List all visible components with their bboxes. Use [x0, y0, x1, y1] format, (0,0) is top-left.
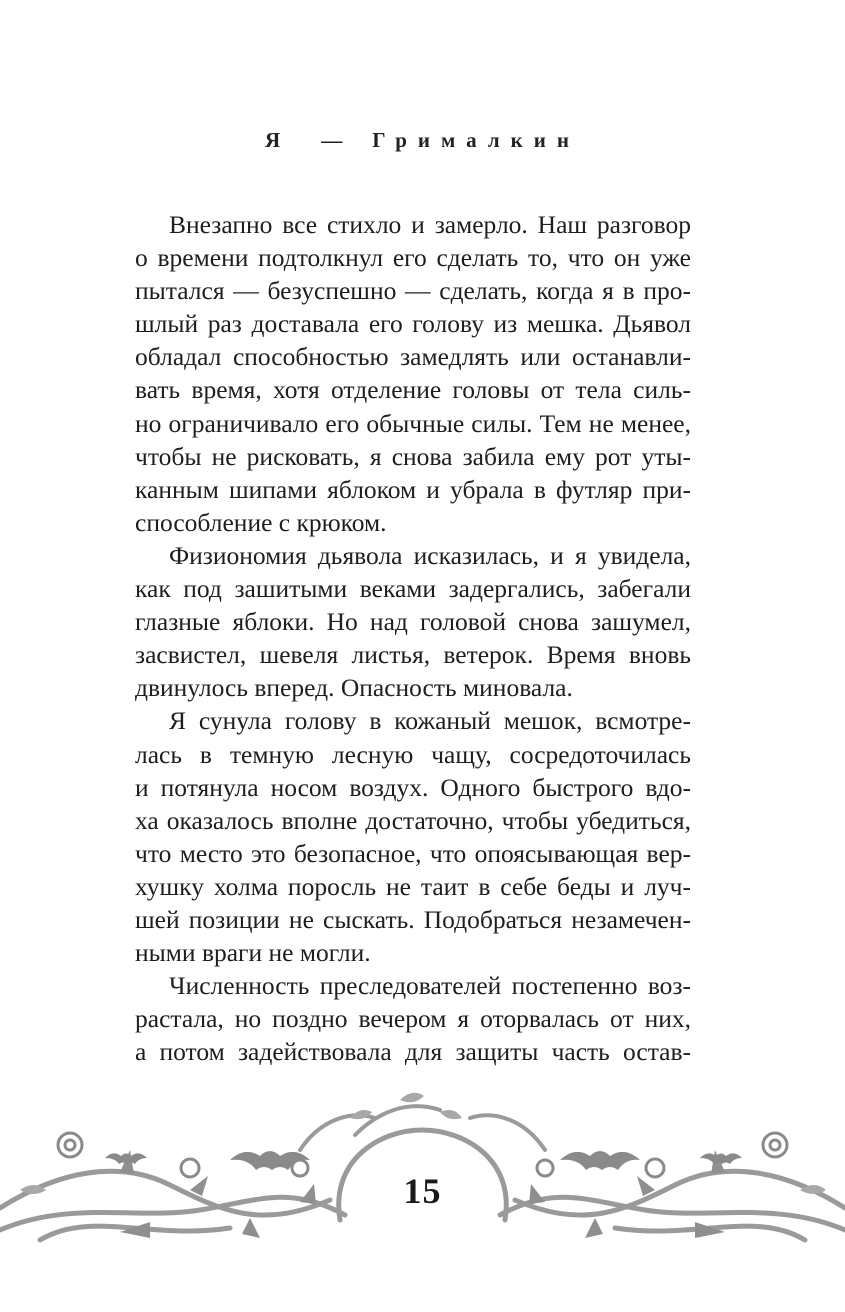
- text-line: но ограничивало его обычные силы. Тем не менее,: [135, 408, 691, 438]
- text-line: Внезапно все стихло и замерло. Наш разговор: [169, 210, 691, 239]
- bat-icon: [560, 1151, 640, 1170]
- text-line: пытался — безуспешно — сделать, когда я в про-: [135, 276, 691, 306]
- leaf-icon: [440, 1110, 462, 1119]
- text-line: о времени подтолкнул его сделать то, что он уже: [135, 243, 691, 273]
- bat-icon: [105, 1153, 147, 1164]
- text-line: а потом задействовала для защиты часть остав-: [135, 1037, 691, 1067]
- paragraph: [101, 208, 691, 539]
- rose-icon: [58, 1133, 82, 1157]
- text-line: шлый раз доставала его голову из мешка. Дьявол: [135, 309, 691, 339]
- running-head-title: Грималкин: [372, 128, 580, 152]
- leaf-icon: [400, 1093, 424, 1102]
- running-head-pronoun: Я: [265, 128, 292, 152]
- text-line: чтобы не рисковать, я снова забила ему рот уты-: [135, 441, 691, 471]
- text-line: Я сунула голову в кожаный мешок, всмотре-: [169, 706, 691, 736]
- text-line: способление с крюком.: [135, 507, 387, 537]
- rose-icon: [763, 1133, 787, 1157]
- text-line: и потянула носом воздух. Одного быстрого вдо-: [135, 772, 691, 802]
- bat-icon: [700, 1153, 742, 1164]
- paragraph: [101, 969, 691, 1068]
- text-line: лась в темную лесную чащу, сосредоточилась: [135, 739, 691, 769]
- body-text: [101, 208, 691, 1068]
- running-head: [0, 128, 845, 153]
- text-line: как под зашитыми веками задергались, забегали: [135, 574, 691, 604]
- text-line: канным шипами яблоком и убрала в футляр при-: [135, 474, 691, 504]
- text-line: что место это безопасное, что опоясывающая вер-: [135, 838, 691, 868]
- text-line: шей позиции не сыскать. Подобраться незамечен-: [135, 904, 691, 934]
- text-line: Численность преследователей постепенно воз-: [169, 971, 691, 1001]
- running-head-dash: —: [321, 128, 343, 152]
- text-line: Физиономия дьявола исказилась, и я увидела,: [169, 540, 691, 570]
- text-line: засвистел, шевеля листья, ветерок. Время вновь: [135, 640, 691, 670]
- text-line: вать время, хотя отделение головы от тела силь-: [135, 375, 691, 405]
- text-line: обладал способностью замедлять или останавли-: [135, 342, 691, 372]
- text-line: растала, но поздно вечером я оторвалась от них,: [135, 1004, 691, 1034]
- paragraph: [101, 704, 691, 969]
- text-line: глазные яблоки. Но над головой снова зашумел,: [135, 607, 691, 637]
- text-line: хушку холма поросль не таит в себе беды и луч-: [135, 871, 691, 901]
- text-line: ха оказалось вполне достаточно, чтобы убедиться,: [135, 805, 691, 835]
- page-number: 15: [403, 1171, 442, 1211]
- text-line: ными враги не могли.: [135, 938, 371, 968]
- text-line: двинулось вперед. Опасность миновала.: [135, 673, 573, 703]
- paragraph: [101, 539, 691, 704]
